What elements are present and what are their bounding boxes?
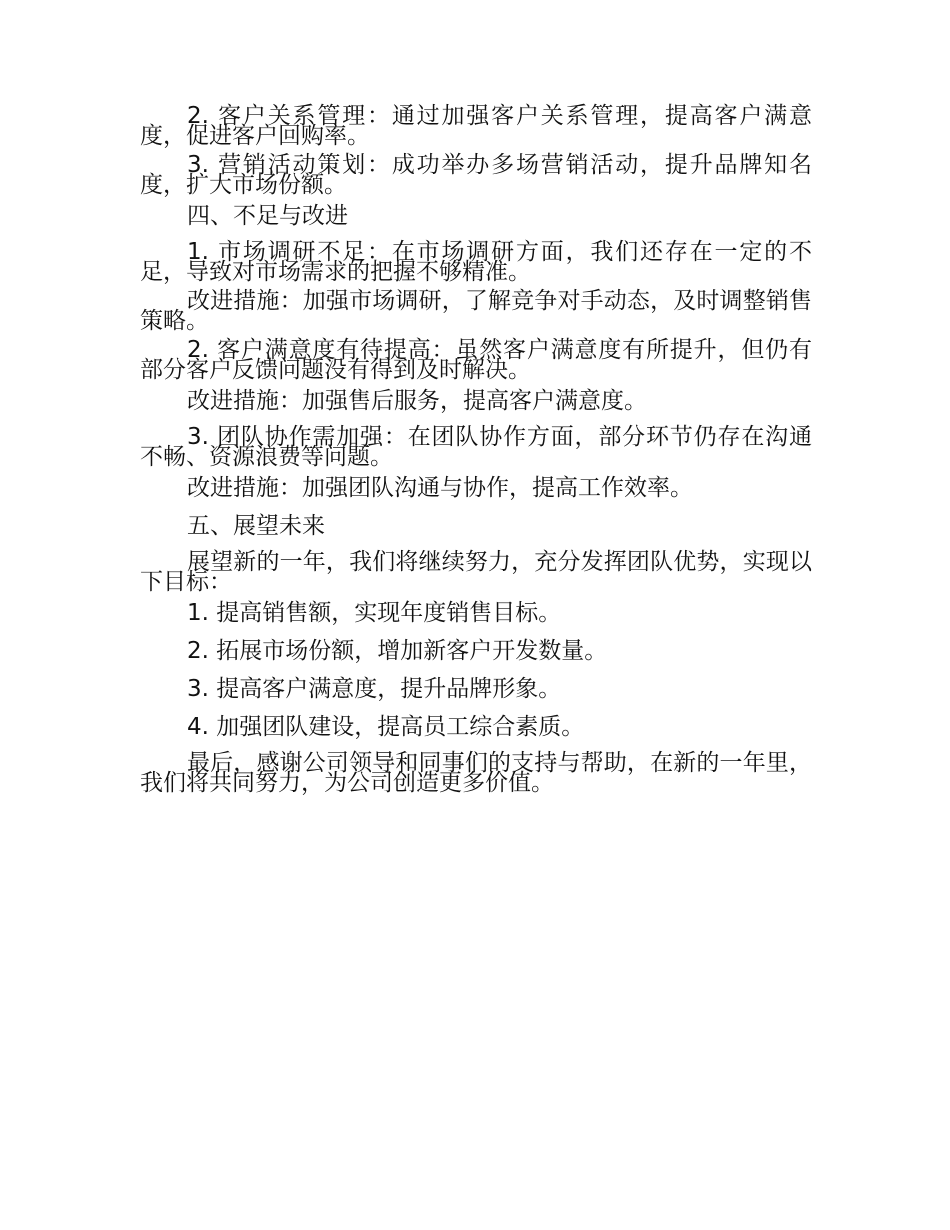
paragraph-customer-satisfaction: 2. 客户满意度有待提高：虽然客户满意度有所提升，但仍有部分客户反馈问题没有得到及时解决。 [140, 337, 812, 383]
list-item-goal-3: 3. 提高客户满意度，提升品牌形象。 [187, 676, 562, 702]
paragraph-marketing-campaigns: 3. 营销活动策划：成功举办多场营销活动，提升品牌知名度，扩大市场份额。 [140, 152, 812, 198]
paragraph-improvement-research: 改进措施：加强市场调研，了解竞争对手动态，及时调整销售策略。 [140, 288, 812, 334]
paragraph-team-collaboration: 3. 团队协作需加强：在团队协作方面，部分环节仍存在沟通不畅、资源浪费等问题。 [140, 424, 812, 470]
paragraph-market-research: 1. 市场调研不足：在市场调研方面，我们还存在一定的不足，导致对市场需求的把握不够精准。 [140, 239, 812, 285]
paragraph-improvement-teamwork: 改进措施：加强团队沟通与协作，提高工作效率。 [187, 475, 693, 501]
list-item-goal-1: 1. 提高销售额，实现年度销售目标。 [187, 600, 562, 626]
list-item-goal-4: 4. 加强团队建设，提高员工综合素质。 [187, 714, 585, 740]
paragraph-outlook-intro: 展望新的一年，我们将继续努力，充分发挥团队优势，实现以下目标： [140, 549, 812, 595]
paragraph-customer-relationship: 2. 客户关系管理：通过加强客户关系管理，提高客户满意度，促进客户回购率。 [140, 103, 812, 149]
paragraph-closing: 最后，感谢公司领导和同事们的支持与帮助，在新的一年里，我们将共同努力，为公司创造更多价值。 [140, 750, 812, 796]
list-item-goal-2: 2. 拓展市场份额，增加新客户开发数量。 [187, 638, 608, 664]
paragraph-improvement-service: 改进措施：加强售后服务，提高客户满意度。 [187, 388, 647, 414]
document-body [140, 103, 812, 802]
section-heading-outlook: 五、展望未来 [187, 513, 325, 539]
section-heading-shortcomings: 四、不足与改进 [187, 203, 348, 229]
